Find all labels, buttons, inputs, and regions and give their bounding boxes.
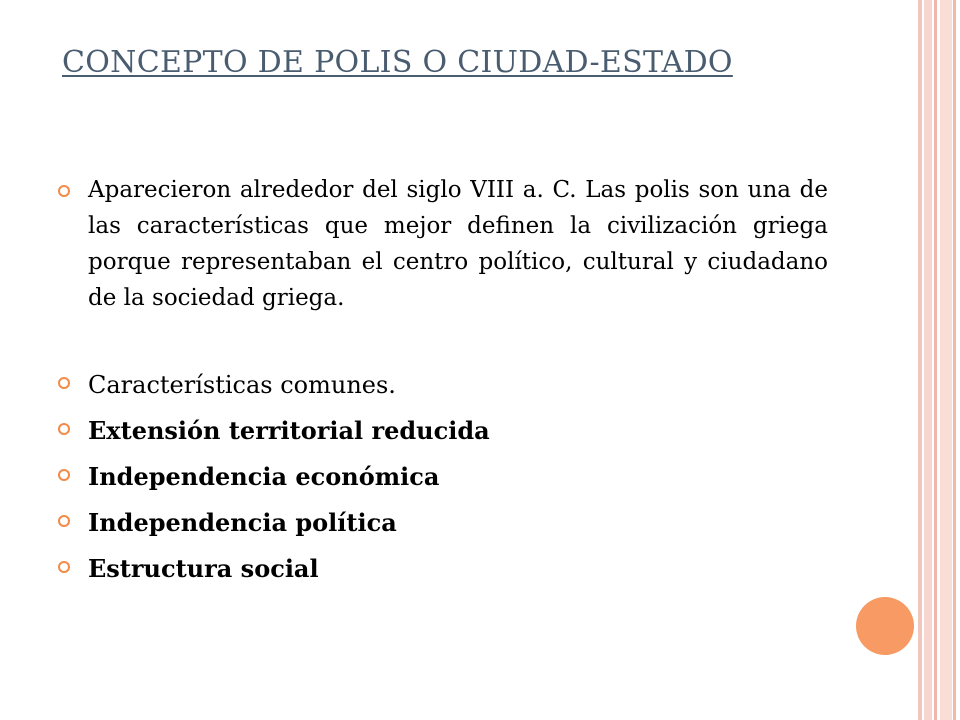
intro-paragraph: [58, 172, 828, 316]
list-item-text: Extensión territorial reducida: [88, 416, 490, 445]
bullet-icon: [58, 515, 70, 527]
list-item-text: Estructura social: [88, 554, 319, 583]
paragraph-text: Aparecieron alrededor del siglo VIII a. C. Las polis son una de las características que mejor definen la civilización griega porque representaban el centro político, cultural y ciudadano de la sociedad griega.: [88, 177, 828, 311]
list-item-text: Independencia económica: [88, 462, 440, 491]
list-item-text: Independencia política: [88, 508, 397, 537]
bullet-icon: [58, 377, 70, 389]
list-item: [58, 362, 828, 408]
slide-content: [58, 172, 828, 592]
decorative-stripe: [918, 0, 922, 720]
bullet-icon: [58, 469, 70, 481]
bullet-icon: [58, 185, 70, 197]
bullet-icon: [58, 423, 70, 435]
list-item: [58, 546, 828, 592]
decorative-circle: [856, 597, 914, 655]
list-item: [58, 500, 828, 546]
decorative-stripe: [924, 0, 932, 720]
list-item-text: Características comunes.: [88, 371, 396, 399]
decorative-stripe: [934, 0, 937, 720]
list-item: [58, 454, 828, 500]
decorative-stripe: [953, 0, 956, 720]
decorative-stripe: [940, 0, 952, 720]
list-item: [58, 408, 828, 454]
slide-title: CONCEPTO DE POLIS O CIUDAD-ESTADO: [62, 45, 733, 80]
bullet-icon: [58, 561, 70, 573]
